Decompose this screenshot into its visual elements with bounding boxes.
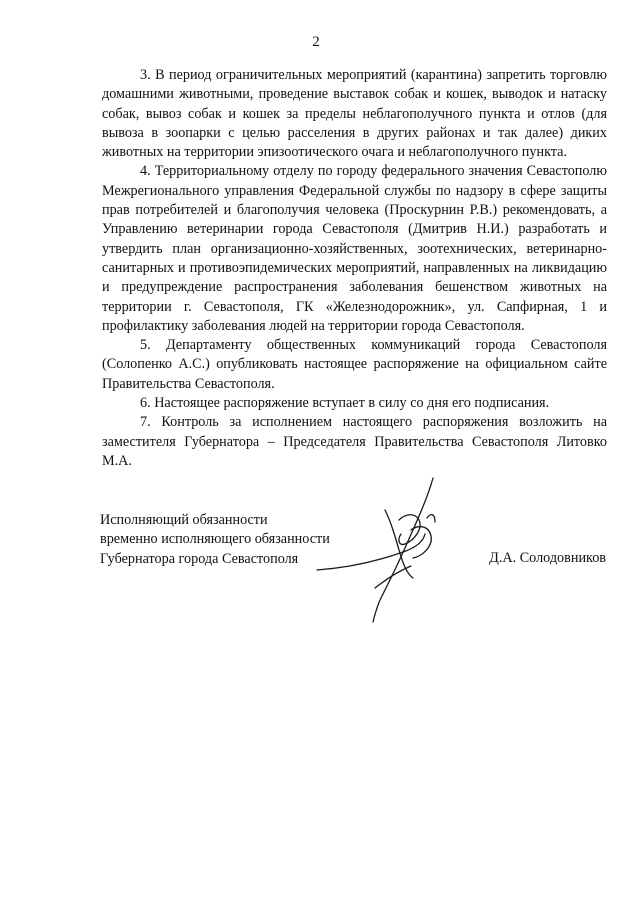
page-number: 2 [312, 34, 320, 50]
paragraph-6: 6. Настоящее распоряжение вступает в силу со дня его подписания. [140, 395, 550, 412]
signer-name: Д.А. Солодовников [489, 550, 606, 566]
paragraph-5: 5. Департаменту общественных коммуникаций города Севастополя (Солопенко А.С.) опубликовать настоящее распоряжение на официальном сайте Правительства Севастополя. [102, 337, 607, 392]
paragraph-7: 7. Контроль за исполнением настоящего распоряжения возложить на заместителя Губернатора – Председателя Правительства Севастополя Литовко М.А. [102, 414, 607, 469]
paragraph-4: 4. Территориальному отделу по городу федерального значения Севастополю Межрегионального управления Федеральной службы по надзору в сфере защиты прав потребителей и благополучия человека (Проскурнин Р.В.) рекомендовать, а Управлению ветеринарии города Севастополя (Дмитрив Н.И.) разработать и утвердить план организационно-хозяйственных, зоотехнических, ветеринарно-санитарных и противоэпидемических мероприятий, направленных на ликвидацию и предупреждение распространения заболевания бешенством животных на территории г. Севастополя, ГК «Железнодорожник», ул. Сапфирная, 1 и профилактику заболевания людей на территории города Севастополя. [102, 163, 607, 334]
paragraph-3: 3. В период ограничительных мероприятий (карантина) запретить торговлю домашними животными, проведение выставок собак и кошек, выводок и натаску собак, вывоз собак и кошек за пределы неблагополучного пункта и отлов (для вывоза в зоопарки с целью расселения в других районах и так далее) диких животных на территории эпизоотического очага и неблагополучного пункта. [102, 67, 607, 161]
signer-title [100, 511, 330, 569]
signer-title-line-2: временно исполняющего обязанности [100, 531, 330, 548]
signer-title-line-1: Исполняющий обязанности [100, 512, 268, 528]
document-body [102, 66, 607, 471]
handwritten-signature [315, 470, 465, 630]
signer-title-line-3: Губернатора города Севастополя [100, 550, 299, 567]
